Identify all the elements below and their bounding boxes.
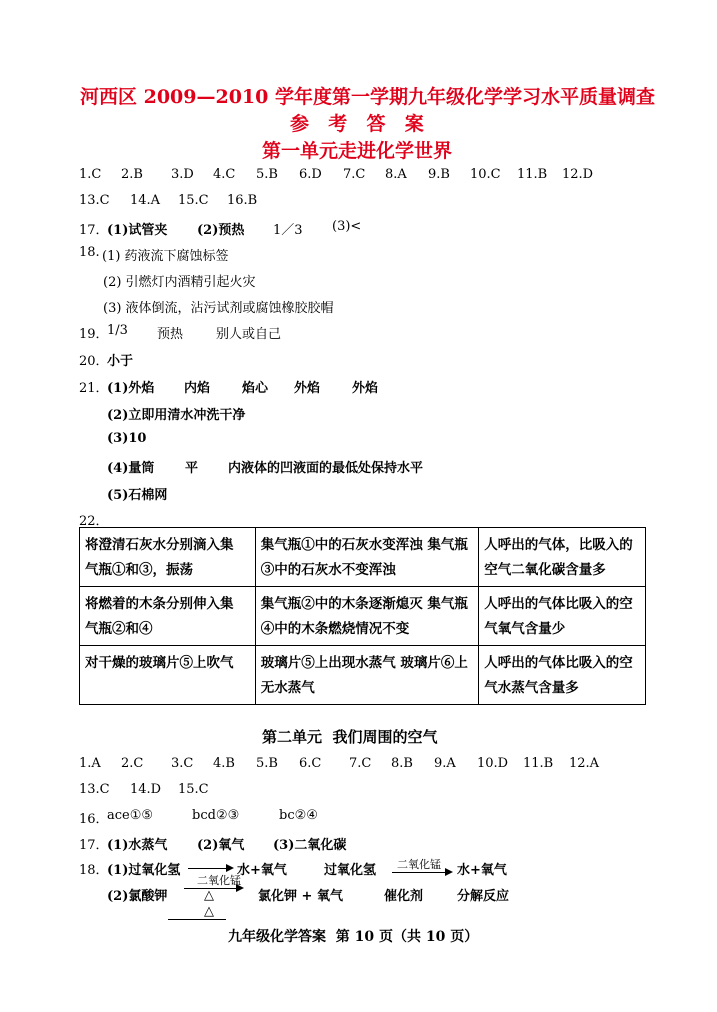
question-number: 16． <box>79 812 109 827</box>
heat-symbol: △ <box>204 888 214 903</box>
arrow-head <box>226 864 234 872</box>
reaction-2-reactant: 过氧化氢 <box>324 863 377 878</box>
answer: (3)< <box>332 219 362 234</box>
reaction-1-reactant: (1)过氧化氢 <box>107 863 181 878</box>
answer: bcd②③ <box>192 808 240 823</box>
mc-answer: 13.C <box>79 782 110 797</box>
mc-answer: 7.C <box>343 167 366 182</box>
table-cell: 玻璃片⑤上出现水蒸气 玻璃片⑥上无水蒸气 <box>255 646 479 705</box>
unit1-q18-line3: (3) 液体倒流，沾污试剂或腐蚀橡胶胶帽 <box>103 301 334 316</box>
answer: 1/3 <box>107 323 128 338</box>
mc-answer: 3.D <box>171 167 194 182</box>
answer: (1)水蒸气 <box>107 838 168 853</box>
table-cell: 将燃着的木条分别伸入集 气瓶②和④ <box>80 587 256 646</box>
page-title: 河西区 2009—2010 学年度第一学期九年级化学学习水平质量调查 <box>80 86 655 108</box>
reaction-3-product: 氯化钾 + 氧气 <box>258 889 343 904</box>
mc-answer: 1.A <box>79 756 101 771</box>
mc-answer: 2.C <box>121 756 144 771</box>
mc-answer: 10.D <box>477 756 509 771</box>
answer: 外焰 <box>352 381 379 396</box>
arrow-head <box>445 868 453 876</box>
mc-answer: 13.C <box>79 193 110 208</box>
mc-answer: 14.D <box>130 782 162 797</box>
unit1-q18-line2: (2) 引燃灯内酒精引起火灾 <box>103 275 256 290</box>
mc-answer: 1.C <box>79 167 102 182</box>
answer: (3)二氧化碳 <box>273 838 347 853</box>
reaction-arrow <box>188 868 228 869</box>
mc-answer: 15.C <box>178 193 209 208</box>
mc-answer: 5.B <box>256 756 278 771</box>
table-row <box>80 587 646 646</box>
unit1-title: 第一单元走进化学世界 <box>262 140 453 162</box>
answer: 小于 <box>107 354 134 369</box>
reaction-2-product: 水+氧气 <box>457 863 507 878</box>
reaction-3-reactant: (2)氯酸钾 <box>107 889 168 904</box>
question-number: 17． <box>79 223 109 238</box>
mc-answer: 9.A <box>434 756 456 771</box>
unit1-q21-line5: (5)石棉网 <box>107 488 168 503</box>
page-footer: 九年级化学答案 第 10 页（共 10 页） <box>228 929 479 945</box>
answer: 预热 <box>157 327 184 342</box>
mc-answer: 12.A <box>569 756 600 771</box>
mc-answer: 10.C <box>470 167 501 182</box>
mc-answer: 11.B <box>523 756 554 771</box>
mc-answer: 12.D <box>562 167 594 182</box>
mc-answer: 7.C <box>349 756 372 771</box>
answer: (1)试管夹 <box>107 223 168 238</box>
unit1-q21-line2: (2)立即用清水冲洗干净 <box>107 408 246 423</box>
unit2-title: 第二单元 我们周围的空气 <box>262 728 438 746</box>
catalyst-answer: 催化剂 <box>384 889 424 904</box>
mc-answer: 16.B <box>227 193 258 208</box>
mc-answer: 3.C <box>171 756 194 771</box>
mc-answer: 4.C <box>213 167 236 182</box>
answer: 焰心 <box>242 381 269 396</box>
mc-answer: 15.C <box>178 782 209 797</box>
answer: 外焰 <box>294 381 321 396</box>
answer: ace①⑤ <box>107 808 154 823</box>
mc-answer: 2.B <box>121 167 143 182</box>
experiment-table <box>79 527 646 705</box>
page-subtitle: 参 考 答 案 <box>290 113 426 135</box>
unit1-q22-num: 22． <box>79 514 109 529</box>
catalyst-label: 二氧化锰 <box>397 858 441 871</box>
answer: 平 <box>185 461 199 476</box>
answer: (1)外焰 <box>107 381 155 396</box>
table-cell: 人呼出的气体比吸入的空 气氧气含量少 <box>479 587 646 646</box>
catalyst-label: 二氧化锰 <box>197 874 241 887</box>
footer-rule <box>168 919 226 920</box>
heat-symbol: △ <box>204 904 214 919</box>
answer: (2)氧气 <box>197 838 245 853</box>
mc-answer: 9.B <box>428 167 450 182</box>
unit1-q21-line3: (3)10 <box>107 431 147 446</box>
unit1-q18-line1: (1) 药液流下腐蚀标签 <box>102 249 229 264</box>
question-number: 21． <box>79 381 109 396</box>
question-number: 17． <box>79 838 109 853</box>
answer: 别人或自己 <box>216 327 282 342</box>
arrow-head <box>236 884 244 892</box>
table-row <box>80 528 646 587</box>
unit2-q18-num: 18． <box>79 863 109 878</box>
answer: bc②④ <box>279 808 318 823</box>
answer: 内液体的凹液面的最低处保持水平 <box>228 461 424 476</box>
mc-answer: 4.B <box>213 756 235 771</box>
table-row <box>80 646 646 705</box>
unit1-q18-num: 18. <box>79 245 100 260</box>
answer: 内焰 <box>184 381 211 396</box>
table-cell: 对干燥的玻璃片⑤上吹气 <box>80 646 256 705</box>
table-cell: 集气瓶②中的木条逐渐熄灭 集气瓶④中的木条燃烧情况不变 <box>255 587 479 646</box>
table-cell: 集气瓶①中的石灰水变浑浊 集气瓶③中的石灰水不变浑浊 <box>255 528 479 587</box>
mc-answer: 5.B <box>256 167 278 182</box>
reaction-arrow <box>392 872 447 873</box>
table-cell: 人呼出的气体比吸入的空 气水蒸气含量多 <box>479 646 646 705</box>
question-number: 20． <box>79 354 109 369</box>
reaction-type: 分解反应 <box>457 889 510 904</box>
answer: (4)量筒 <box>107 461 155 476</box>
table-cell: 人呼出的气体，比吸入的 空气二氧化碳含量多 <box>479 528 646 587</box>
mc-answer: 11.B <box>517 167 548 182</box>
mc-answer: 8.B <box>391 756 413 771</box>
mc-answer: 8.A <box>385 167 407 182</box>
mc-answer: 6.D <box>299 167 322 182</box>
answer: (2)预热 <box>197 223 245 238</box>
answer: 1／3 <box>273 223 303 238</box>
question-number: 19． <box>79 327 109 342</box>
reaction-1-product: 水+氧气 <box>237 863 287 878</box>
table-cell: 将澄清石灰水分别滴入集 气瓶①和③，振荡 <box>80 528 256 587</box>
mc-answer: 14.A <box>130 193 161 208</box>
mc-answer: 6.C <box>299 756 322 771</box>
